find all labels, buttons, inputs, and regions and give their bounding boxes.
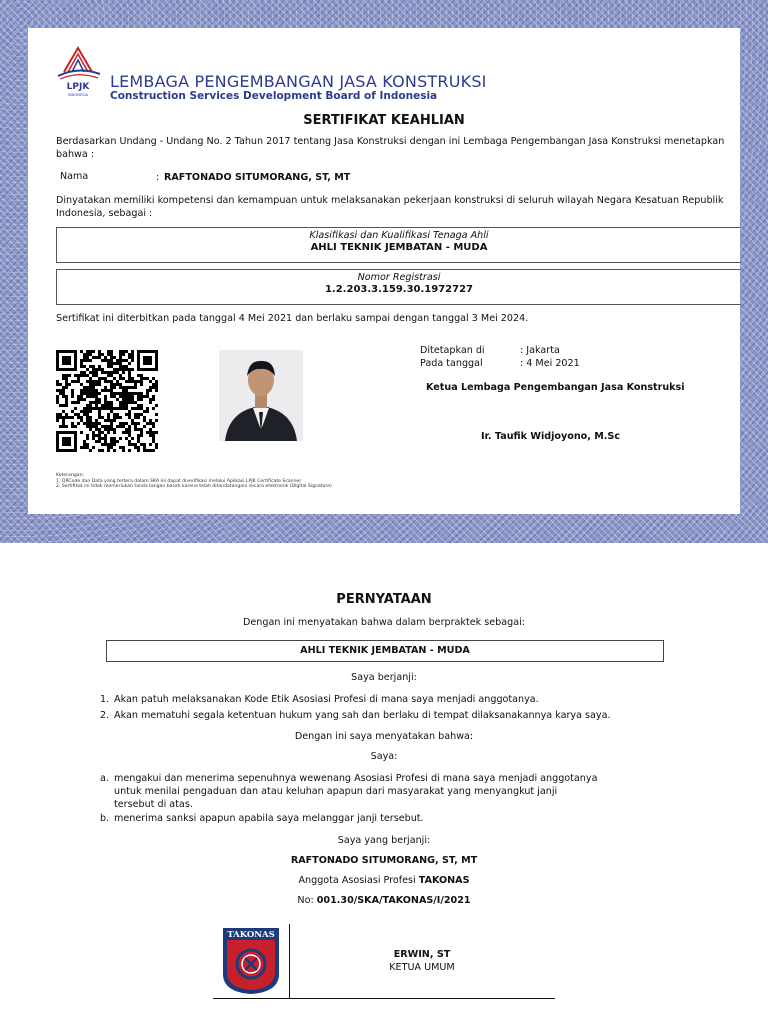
holder-name: RAFTONADO SITUMORANG, ST, MT	[164, 172, 351, 183]
saya-label: Saya:	[370, 751, 398, 762]
list-text: Akan mematuhi segala ketentuan hukum yang sah dan berlaku di tempat dilaksanakannya karya saya.	[114, 710, 611, 721]
membership-line	[0, 875, 768, 886]
signature-baseline	[213, 998, 555, 999]
notes-title: Keterangan:	[56, 473, 85, 478]
signed-heading: Saya yang berjanji:	[337, 835, 431, 846]
statement-intro: Dengan ini menyatakan bahwa dalam berpraktek sebagai:	[243, 617, 525, 628]
declared-line-1: Dinyatakan memiliki kompetensi dan kemampuan untuk melaksanakan pekerjaan konstruksi di seluruh wilayah Negara Kesatuan Republik	[56, 195, 724, 206]
classification-label: Klasifikasi dan Kualifikasi Tenaga Ahli	[309, 230, 489, 241]
logo-subtext: INDONESIA	[67, 93, 89, 97]
chair-name: ERWIN, ST	[393, 949, 451, 960]
name-separator: :	[156, 172, 160, 183]
statement-person: RAFTONADO SITUMORANG, ST, MT	[290, 855, 478, 866]
qr-code-icon	[56, 350, 158, 452]
promise-heading: Saya berjanji:	[351, 672, 417, 683]
portrait-icon	[219, 350, 303, 441]
list-marker: a.	[100, 773, 109, 784]
list-item	[100, 693, 611, 706]
profession-box: AHLI TEKNIK JEMBATAN - MUDA	[106, 640, 664, 662]
member-org: TAKONAS	[418, 875, 470, 886]
declare-heading: Dengan ini saya menyatakan bahwa:	[294, 731, 474, 742]
signature-divider	[289, 924, 290, 998]
list-marker: b.	[100, 813, 110, 824]
takonas-badge-icon	[221, 926, 281, 996]
certificate-sheet	[28, 28, 740, 514]
place-value: : Jakarta	[520, 345, 560, 356]
member-prefix: Anggota Asosiasi Profesi	[298, 875, 416, 886]
holder-photo	[219, 350, 303, 441]
registration-box	[56, 269, 741, 305]
intro-line-2: bahwa :	[56, 149, 95, 160]
date-value: : 4 Mei 2021	[520, 358, 580, 369]
registration-label: Nomor Registrasi	[357, 272, 441, 283]
lpjk-logo-icon	[54, 42, 102, 100]
intro-line-1: Berdasarkan Undang - Undang No. 2 Tahun 2017 tentang Jasa Konstruksi dengan ini Lembaga Pengembangan Jasa Konstruksi menetapkan	[56, 136, 725, 147]
note-2: 2. Sertifikat ini tidak memerlukan tanda tangan basah karena telah ditandatangani secara elektronik (Digital Signature)	[56, 484, 332, 489]
declaration-list	[100, 772, 597, 825]
org-name-en: Construction Services Development Board of Indonesia	[110, 90, 438, 102]
registration-number: 1.2.203.3.159.30.1972727	[324, 284, 474, 295]
promise-list	[100, 693, 611, 722]
date-label: Pada tanggal	[420, 358, 483, 369]
badge-text: TAKONAS	[227, 930, 275, 940]
classification-value: AHLI TEKNIK JEMBATAN - MUDA	[310, 242, 488, 253]
list-text: untuk menilai pengaduan dan atau keluhan apapun dari masyarakat yang menyangkut janji	[114, 786, 558, 797]
list-text: tersebut di atas.	[114, 799, 193, 810]
certificate-title: SERTIFIKAT KEAHLIAN	[303, 113, 465, 128]
membership-number-line	[0, 895, 768, 906]
list-text: menerima sanksi apapun apabila saya melanggar janji tersebut.	[114, 813, 424, 824]
list-marker: 2.	[100, 710, 110, 721]
statement-title: PERNYATAAN	[336, 592, 432, 607]
list-item	[100, 709, 611, 722]
validity-text: Sertifikat ini diterbitkan pada tanggal 4 Mei 2021 dan berlaku sampai dengan tanggal 3 Mei 2024.	[56, 313, 529, 324]
membership-number: 001.30/SKA/TAKONAS/I/2021	[316, 895, 471, 906]
list-marker: 1.	[100, 694, 110, 705]
logo-text: LPJK	[66, 82, 90, 92]
org-name: LEMBAGA PENGEMBANGAN JASA KONSTRUKSI	[110, 72, 487, 91]
declared-line-2: Indonesia, sebagai :	[56, 208, 153, 219]
number-prefix: No:	[297, 895, 314, 906]
note-1: 1. QRCode dan Data yang tertera dalam SKA ini dapat diverifikasi melalui Aplikasi LPJK Certificate Scanner	[56, 478, 302, 484]
classification-box	[56, 227, 741, 263]
list-item	[100, 772, 597, 811]
list-text: mengakui dan menerima sepenuhnya wewenang Asosiasi Profesi di mana saya menjadi anggotanya	[114, 773, 598, 784]
signer-name: Ir. Taufik Widjoyono, M.Sc	[481, 431, 621, 442]
place-label: Ditetapkan di	[420, 345, 485, 356]
list-text: Akan patuh melaksanakan Kode Etik Asosiasi Profesi di mana saya menjadi anggotanya.	[114, 694, 539, 705]
signer-title: Ketua Lembaga Pengembangan Jasa Konstruksi	[426, 382, 685, 393]
chair-title: KETUA UMUM	[389, 962, 455, 973]
list-item	[100, 812, 597, 825]
name-label: Nama	[60, 171, 89, 182]
certificate-notes	[56, 473, 332, 490]
